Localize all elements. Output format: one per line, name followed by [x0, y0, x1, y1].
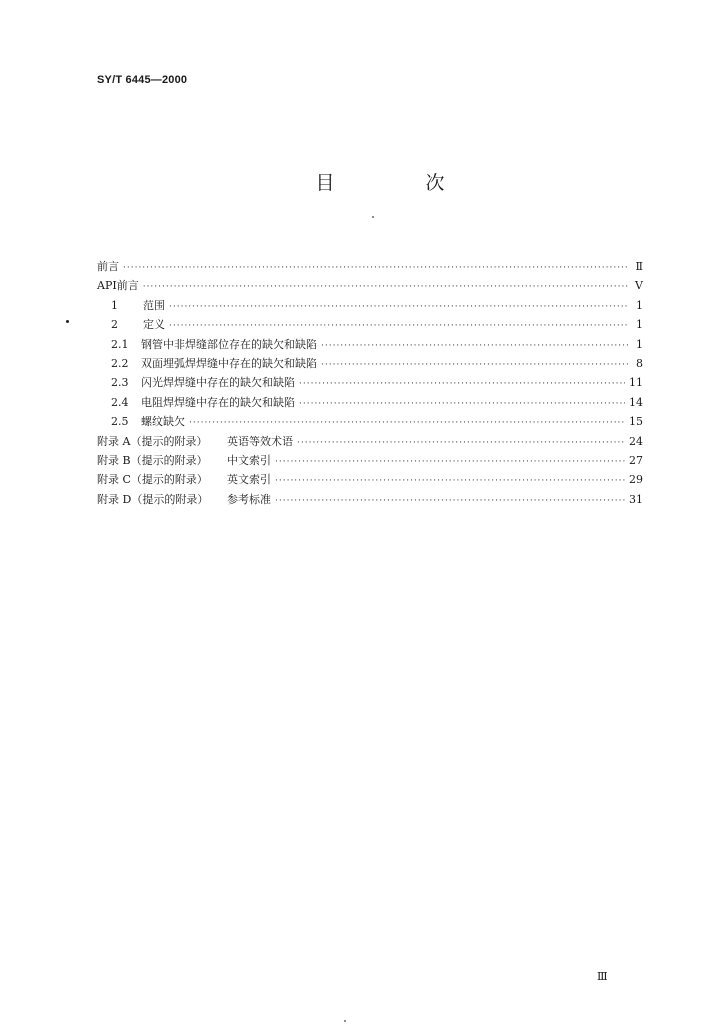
toc-entry-title: 前言	[97, 260, 119, 273]
toc-entry-page: 27	[629, 453, 643, 467]
appendix-label: 附录 C（提示的附录）	[97, 473, 208, 487]
dot-leader	[143, 278, 629, 297]
toc-entry[interactable]	[97, 335, 643, 354]
toc-entry-number: 2.4	[111, 395, 129, 409]
toc-entry-number: 2.5	[111, 415, 129, 429]
appendix-label: 附录 A（提示的附录）	[97, 434, 208, 448]
toc-entry-page: 29	[629, 473, 643, 487]
appendix-title: 中文索引	[227, 453, 271, 467]
appendix-title: 英语等效术语	[227, 434, 293, 448]
page-number: Ⅲ	[597, 970, 608, 983]
standard-code: SY/T 6445—2000	[97, 74, 188, 86]
scan-speck	[344, 1020, 346, 1022]
margin-dot	[66, 320, 69, 323]
toc-entry-number: 2.3	[111, 376, 129, 390]
dot-leader	[297, 434, 625, 453]
toc-entry-number: 2.1	[111, 337, 129, 351]
appendix-label: 附录 B（提示的附录）	[97, 453, 208, 467]
toc-appendix-entry[interactable]	[97, 490, 643, 509]
toc-entry[interactable]	[97, 276, 643, 295]
toc-appendix-entry[interactable]	[97, 451, 643, 470]
dot-leader	[275, 453, 625, 472]
dot-leader	[299, 395, 625, 414]
toc-entry-title: 双面埋弧焊焊缝中存在的缺欠和缺陷	[141, 356, 317, 370]
dot-leader	[169, 298, 629, 317]
toc-entry[interactable]	[97, 257, 643, 276]
toc-entry-page: 8	[636, 356, 643, 370]
table-of-contents	[97, 257, 643, 509]
toc-entry-number: 1	[111, 298, 118, 312]
toc-entry-page: Ⅴ	[635, 279, 643, 293]
toc-entry-page: 1	[636, 298, 643, 312]
dot-leader	[321, 337, 629, 356]
toc-appendix-entry[interactable]	[97, 432, 643, 451]
toc-entry[interactable]	[97, 315, 643, 334]
toc-entry-title: API前言	[97, 279, 139, 293]
toc-entry-title: 闪光焊焊缝中存在的缺欠和缺陷	[141, 376, 295, 390]
toc-entry-title: 螺纹缺欠	[141, 415, 185, 429]
toc-entry-title: 电阻焊焊缝中存在的缺欠和缺陷	[141, 395, 295, 409]
toc-entry-page: 1	[636, 318, 643, 332]
toc-entry-number: 2	[111, 318, 118, 332]
scan-speck	[372, 216, 374, 218]
toc-entry-number: 2.2	[111, 356, 129, 370]
toc-entry[interactable]	[97, 354, 643, 373]
toc-entry[interactable]	[97, 373, 643, 392]
toc-entry-page: 14	[629, 395, 643, 409]
toc-entry[interactable]	[97, 412, 643, 431]
dot-leader	[123, 259, 629, 278]
dot-leader	[299, 375, 625, 394]
appendix-label: 附录 D（提示的附录）	[97, 492, 209, 506]
toc-entry-title: 范围	[143, 298, 165, 312]
toc-entry-page: 1	[636, 337, 643, 351]
toc-entry-title: 钢管中非焊缝部位存在的缺欠和缺陷	[141, 337, 317, 351]
toc-entry[interactable]	[97, 296, 643, 315]
toc-appendix-entry[interactable]	[97, 470, 643, 489]
dot-leader	[321, 356, 629, 375]
page-title: 目 次	[315, 172, 481, 194]
toc-entry[interactable]	[97, 393, 643, 412]
toc-entry-page: Ⅱ	[635, 260, 643, 273]
dot-leader	[275, 472, 625, 491]
toc-entry-page: 15	[629, 415, 643, 429]
appendix-title: 参考标准	[227, 492, 271, 506]
appendix-title: 英文索引	[227, 473, 271, 487]
toc-entry-page: 24	[629, 434, 643, 448]
toc-entry-title: 定义	[143, 318, 165, 332]
toc-entry-page: 31	[629, 492, 643, 506]
toc-entry-page: 11	[629, 376, 643, 390]
dot-leader	[275, 492, 625, 511]
